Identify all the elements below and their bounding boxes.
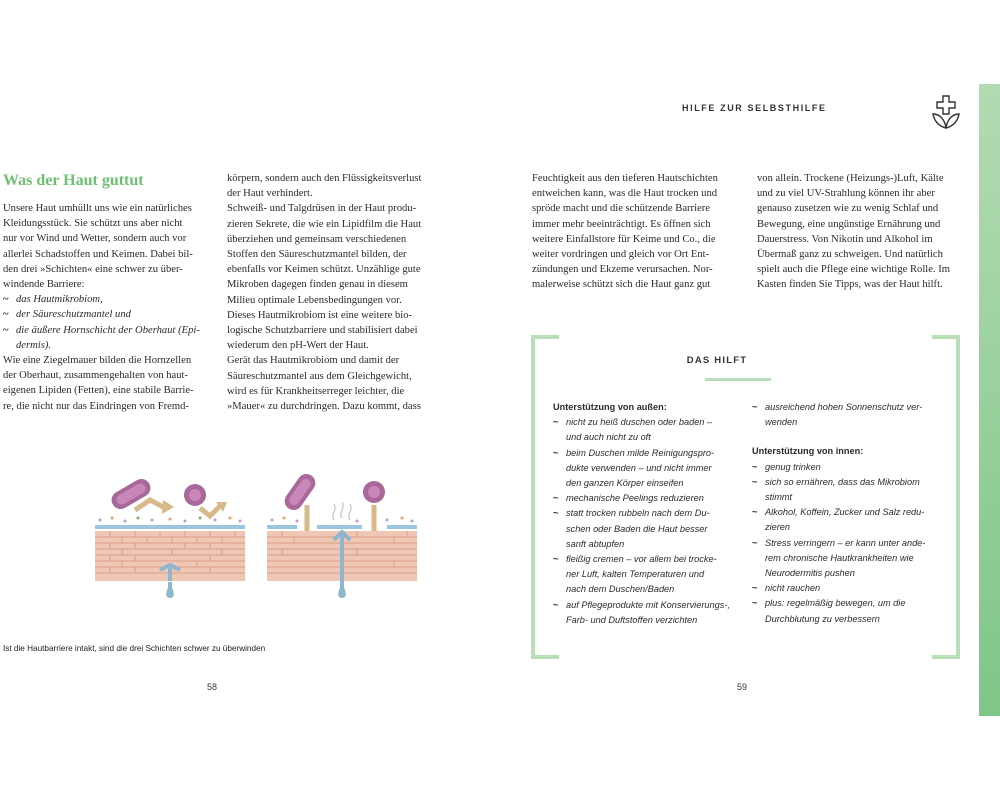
list-item [3,323,208,353]
cross-leaf-icon [930,94,962,130]
inside-support-heading: Unterstützung von innen: [752,446,864,457]
text-line: Unsere Haut umhüllt uns wie ein natürliches [3,203,192,214]
list-item-text: sanft abtupfen [566,538,625,549]
inside-support-list [752,460,942,627]
text-line: zieren Sekrete, die wie ein Lipidfilm die Haut [227,218,422,230]
text-line: Kleidungsstück. Sie schützt uns aber nicht [3,218,183,230]
list-item-text: nach dem Duschen/Baden [566,584,675,595]
list-item-text: auf Pflegeprodukte mit Konservierungs-, [566,599,730,610]
text-line: den drei »Schichten« eine schwer zu über- [3,263,183,275]
list-item: ~ das Hautmikrobiom, [3,292,208,307]
intact-barrier-illustration [90,470,250,605]
list-item [553,491,743,506]
list-item-text: beim Duschen milde Reinigungspro- [566,447,715,458]
text-line: Wie eine Ziegelmauer bilden die Hornzellen [3,355,192,367]
list-item [553,415,743,445]
col1-intro [3,201,208,292]
text-line: re, die nicht nur das Eindringen von Fremd- [3,400,189,412]
list-item [553,506,743,552]
list-item-text: Stress verringern – er kann unter ande- [765,537,926,548]
virus-icon [363,481,385,503]
list-item-text: statt trocken rubbeln nach dem Du- [566,508,710,519]
text-line: Dieses Hautmikrobiom ist eine weitere bio- [227,309,413,321]
text-line: Kasten finden Sie Tipps, was der Haut hilft. [757,279,943,291]
text-line: Säureschutzmantel aus dem Gleichgewicht, [227,370,412,382]
water-drop-icon [166,584,174,598]
text-line: logische Schutzbarriere und stabilisiert dabei [227,325,418,337]
list-item-text: wenden [765,417,798,428]
list-item: ~ der Säureschutzmantel und [3,307,208,322]
list-item-text: ner Luft, kalten Temperaturen und [566,569,705,580]
outside-support-list-cont [752,400,942,430]
text-line: Mikroben dagegen finden genau in diesem [227,279,408,291]
text-line: Stoffen den Säureschutzmantel bilden, der [227,249,407,261]
list-item [752,536,942,582]
text-line: wiederum den pH-Wert der Haut. [227,340,369,352]
text-line: und zu viel UV-Strahlung können ihr aber [757,188,935,200]
list-item-text: schen oder Baden die Haut besser [566,523,708,534]
list-item-text: plus: regelmäßig bewegen, um die [765,598,906,609]
list-item-text: Farb- und Duftstoffen verzichten [566,614,698,625]
list-item [553,446,743,492]
text-line: Dauerstress. Von Nikotin und Alkohol im [757,233,933,245]
text-line: überziehen und gemeinsam verschiedenen [227,233,407,245]
col1-after [3,353,208,414]
text-line: der Oberhaut, zusammengehalten von haut- [3,370,189,382]
list-item-text: nicht zu heiß duschen oder baden – [566,417,713,428]
section-heading: Was der Haut guttut [3,172,144,189]
text-line: Übermaß ganz zu schweigen. Und natürlich [757,249,943,261]
list-item-text: zieren [765,522,791,533]
list-item [752,581,942,596]
text-line: malerweise schützt sich die Haut ganz gut [532,279,711,291]
right-page-column-2 [757,171,967,293]
bacterium-icon [281,470,319,513]
list-item [752,400,942,430]
list-item-text: Alkohol, Koffein, Zucker und Salz redu- [765,507,925,518]
list-item [752,460,942,475]
list-item-text: dermis). [16,339,52,351]
text-line: zündungen und Ekzeme verursachen. Nor- [532,264,713,276]
damaged-barrier-illustration [262,470,422,605]
text-line: körpern, sondern auch den Flüssigkeitsverlust [227,173,422,184]
text-line: Bewegung, eine ungünstige Ernährung und [757,218,941,230]
list-item-text: Durchblutung zu verbessern [765,613,880,624]
text-line: spröde macht und die schützende Barriere [532,203,710,215]
steam-icon [333,502,351,520]
list-item-text: dukte verwenden – und nicht immer [566,462,712,473]
barrier-list [3,292,208,353]
text-line: entweichen kann, was die Haut trocken und [532,188,718,200]
box-title-rule [705,378,771,381]
list-item-text: ausreichend hohen Sonnenschutz ver- [765,402,923,412]
chapter-tab-strip [979,84,1000,716]
page-number-left: 58 [207,682,218,692]
text-line: »Mauer« zu durchdringen. Dazu kommt, dass [227,401,421,413]
list-item-text: die äußere Hornschicht der Oberhaut (Epi- [16,324,200,336]
list-item [752,505,942,535]
box-title: DAS HILFT [686,355,748,366]
text-line: von allein. Trockene (Heizungs-)Luft, Kälte [757,173,944,184]
list-item-text: genug trinken [765,461,821,472]
text-line: Schweiß- und Talgdrüsen in der Haut produ- [227,203,417,215]
list-item-text: fleißig cremen – vor allem bei trocke- [566,554,717,565]
text-line: windende Barriere: [3,279,85,291]
text-line: wird es für Krankheitserreger leichter, die [227,385,405,397]
figure-caption: Ist die Hautbarriere intakt, sind die drei Schichten schwer zu überwinden [3,644,266,653]
text-line: spielt auch die Pflege eine wichtige Rolle. Im [757,264,950,276]
list-item-text: stimmt [765,492,793,503]
bacterium-icon [108,476,153,513]
text-line: weiter vordringen und gleich vor Ort Ent- [532,249,710,261]
text-line: immer mehr beeinträchtigt. Es öffnen sich [532,218,711,230]
list-item [553,598,743,628]
text-line: nur vor Wind und Wetter, sondern auch vor [3,233,187,245]
list-item-text: nicht rauchen [765,583,821,594]
list-item-text: rem chronische Hautkrankheiten wie [765,552,914,563]
left-page-column-2 [227,171,437,414]
water-drop-icon [338,584,346,598]
running-head: HILFE ZUR SELBSTHILFE [682,103,827,113]
outside-support-list [553,415,743,628]
text-line: weitere Einfallstore für Keime und Co., die [532,233,716,245]
list-item-text: mechanische Peelings reduzieren [566,493,704,504]
list-item-text: den ganzen Körper einseifen [566,478,684,489]
text-line: genauso zusetzen wie zu wenig Schlaf und [757,203,939,215]
text-line: Feuchtigkeit aus den tieferen Hautschichten [532,173,718,184]
text-line: eigenen Lipiden (Fetten), eine stabile Barrie- [3,385,194,397]
text-line: allerlei Schadstoffen und Keimen. Dabei bil- [3,248,193,260]
left-page-column-1 [3,201,208,414]
text-line: ebenfalls vor Keimen schützt. Unzählige gute [227,264,421,276]
page-number-right: 59 [737,682,748,692]
list-item [752,475,942,505]
right-page-column-1 [532,171,737,293]
text-line: der Haut verhindert. [227,188,313,200]
virus-icon [184,484,206,506]
text-line: Gerät das Hautmikrobiom und damit der [227,355,400,367]
box-column-inside [752,400,942,627]
list-item [752,596,942,626]
text-line: Milieu optimale Lebensbedingungen vor. [227,294,402,306]
list-item-text: Neurodermitis pushen [765,568,855,579]
outside-support-heading: Unterstützung von außen: [553,402,667,412]
list-item-text: und auch nicht zu oft [566,432,651,443]
box-column-outside [553,400,743,628]
list-item [553,552,743,598]
list-item-text: sich so ernähren, dass das Mikrobiom [765,476,920,487]
